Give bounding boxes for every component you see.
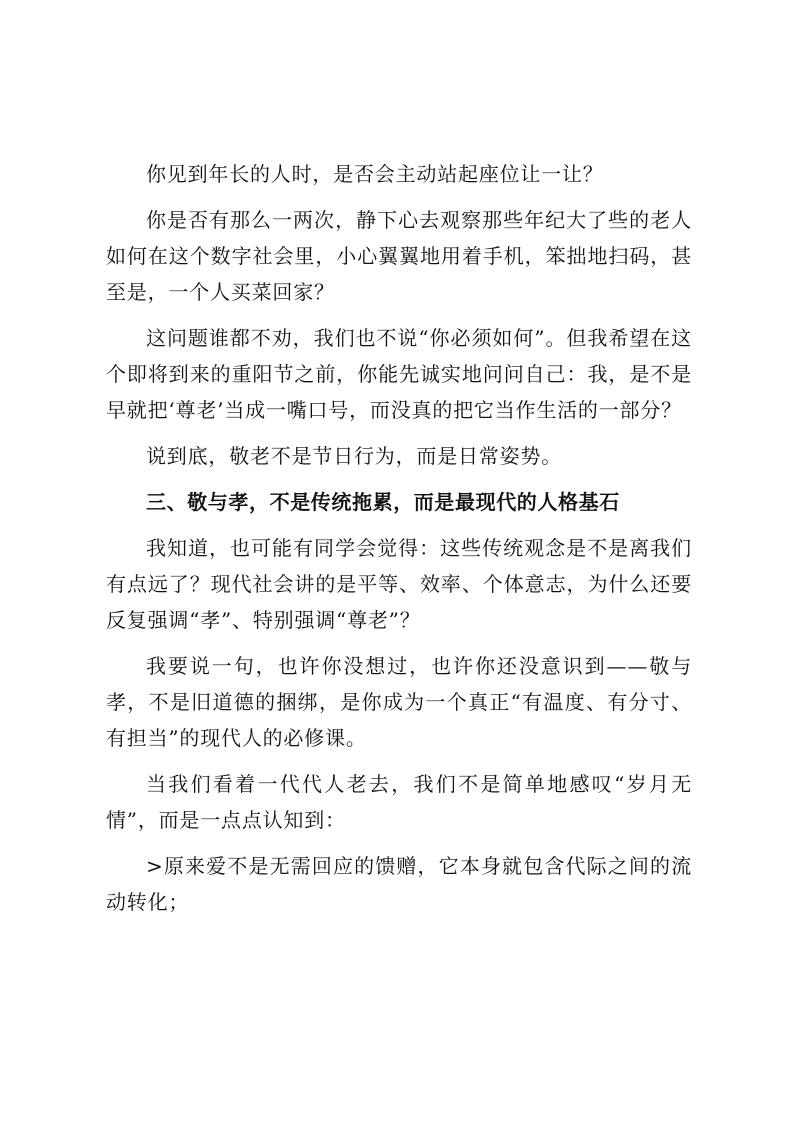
paragraph-required-course: 我要说一句，也许你没想过，也许你还没意识到——敬与孝，不是旧道德的捆绑，是你成为一个真正“有温度、有分寸、有担当”的现代人的必修课。 [106,654,692,750]
paragraph-love-quote: >原来爱不是无需回应的馈赠，它本身就包含代际之间的流动转化； [106,854,692,914]
paragraph-traditional-views: 我知道，也可能有同学会觉得：这些传统观念是不是离我们有点远了？现代社会讲的是平等、效率、个体意志，为什么还要反复强调“孝”、特别强调“尊老”？ [106,536,692,632]
document-body [106,156,692,930]
paragraph-observe-elderly: 你是否有那么一两次，静下心去观察那些年纪大了些的老人如何在这个数字社会里，小心翼翼地用着手机，笨拙地扫码，甚至是，一个人买菜回家？ [106,208,692,304]
paragraph-give-up-seat: 你见到年长的人时，是否会主动站起座位让一让？ [146,162,604,186]
paragraph-daily-posture: 说到底，敬老不是节日行为，而是日常姿势。 [146,444,562,468]
paragraph-generations: 当我们看着一代代人老去，我们不是简单地感叹“岁月无情”，而是一点点认知到： [106,772,692,832]
section-heading: 三、敬与孝，不是传统拖累，而是最现代的人格基石 [146,490,620,514]
paragraph-ask-yourself: 这问题谁都不劝，我们也不说“你必须如何”。但我希望在这个即将到来的重阳节之前，你能先诚实地问问自己：我，是不是早就把‘尊老’当成一嘴口号，而没真的把它当作生活的一部分？ [106,326,692,422]
